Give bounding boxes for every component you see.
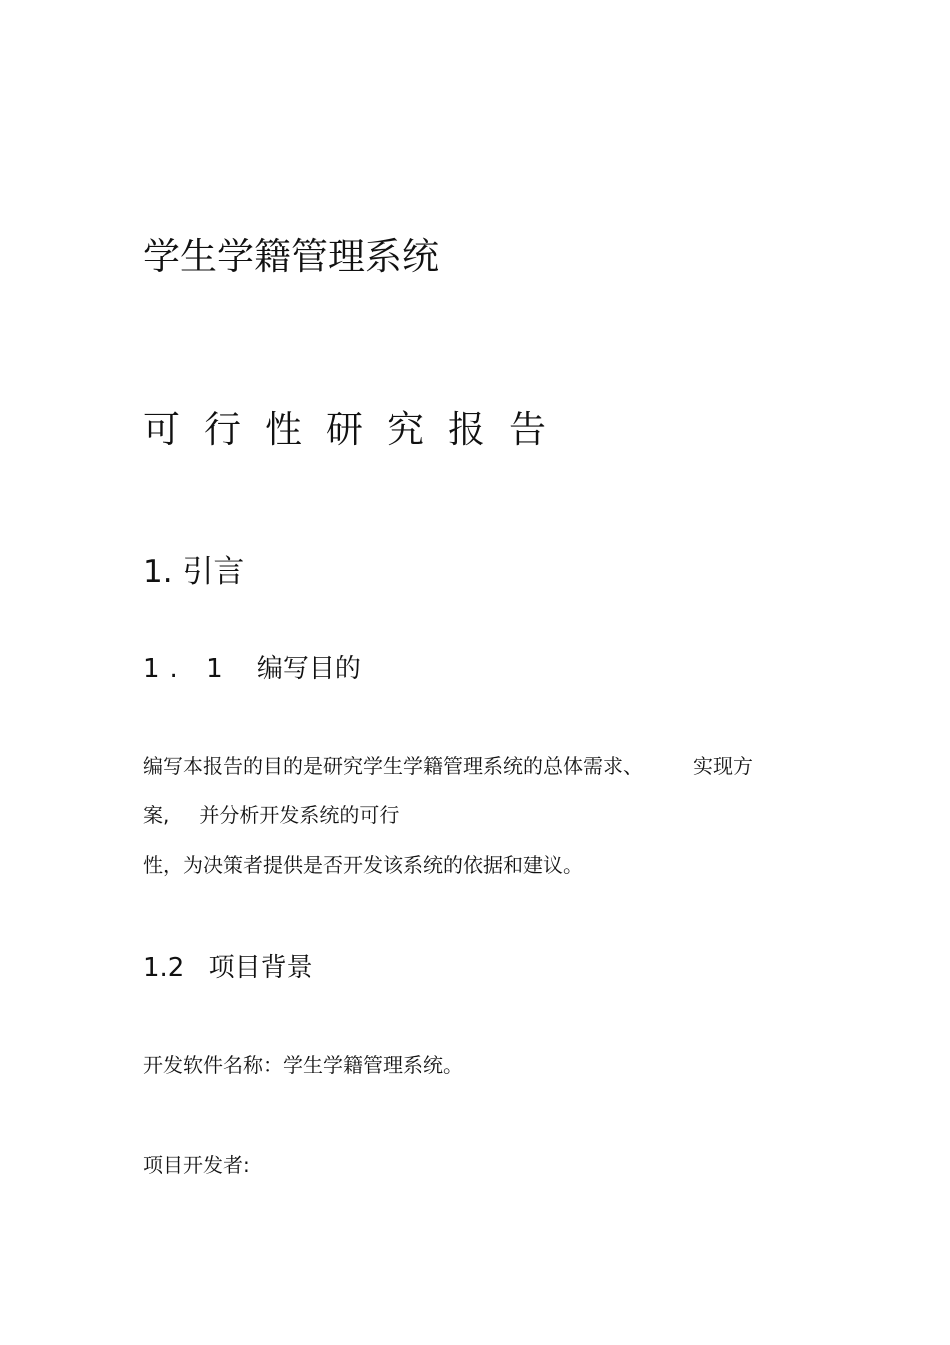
purpose-paragraph-line-2	[143, 801, 399, 829]
text-segment: 编写本报告的目的是研究学生学籍管理系统的总体需求、	[143, 754, 643, 778]
document-subtitle: 可行性研究报告	[143, 408, 570, 451]
developer-line: 项目开发者:	[143, 1153, 250, 1177]
subsection-heading-background	[143, 951, 313, 985]
purpose-paragraph-line-3	[143, 851, 583, 879]
text-segment: 并分析开发系统的可行	[199, 803, 400, 827]
subsection-title: 项目背景	[208, 953, 313, 983]
subsection-number: 1. 1	[143, 654, 233, 684]
document-title: 学生学籍管理系统	[143, 235, 439, 278]
section-title: 引言	[182, 554, 245, 590]
software-name-line: 开发软件名称：学生学籍管理系统。	[143, 1053, 463, 1077]
section-number: 1.	[143, 554, 173, 590]
text-segment: 性，为决策者提供是否开发该系统的依据和建议。	[143, 853, 583, 877]
purpose-paragraph-line-1	[143, 752, 753, 780]
subsection-heading-purpose	[143, 652, 361, 686]
section-heading-introduction	[143, 552, 244, 592]
subsection-number: 1.2	[143, 953, 185, 983]
text-segment: 案,	[143, 803, 170, 827]
text-segment: 实现方	[693, 754, 753, 778]
subsection-title: 编写目的	[256, 654, 361, 684]
